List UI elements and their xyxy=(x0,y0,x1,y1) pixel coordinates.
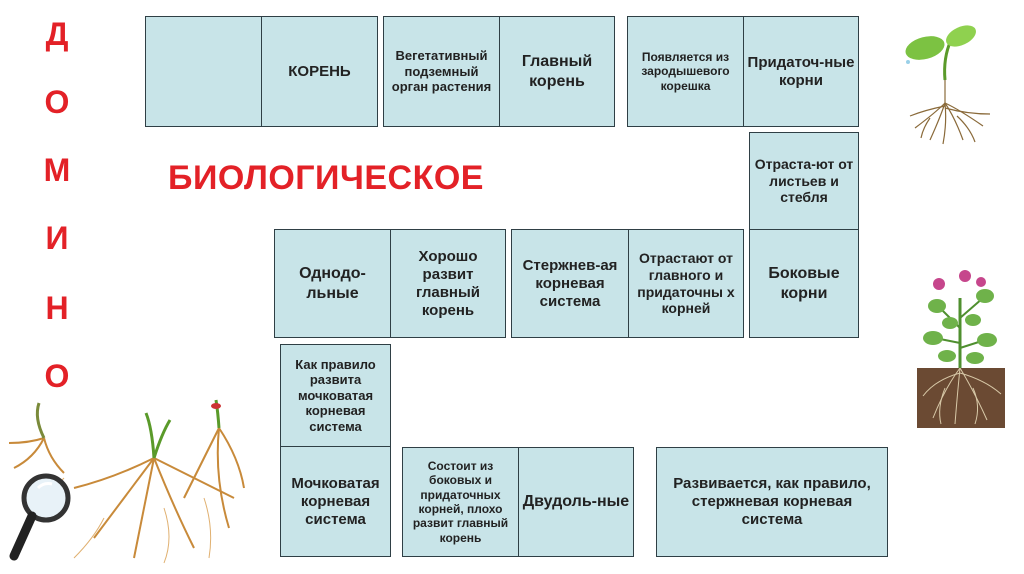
domino-2-half-a[interactable]: Вегетативный подземный орган растения xyxy=(383,16,500,127)
domino-5-half-b[interactable]: Хорошо развит главный корень xyxy=(390,229,506,338)
domino-1-half-a[interactable] xyxy=(145,16,262,127)
domino-4-half-b[interactable]: Боковые корни xyxy=(749,229,859,338)
title-letter-6: О xyxy=(44,358,70,394)
domino-7-half-b[interactable]: Мочковатая корневая система xyxy=(280,446,391,557)
domino-2-half-b[interactable]: Главный корень xyxy=(499,16,615,127)
domino-7-half-a[interactable]: Как правило развита мочковатая корневая система xyxy=(280,344,391,447)
domino-5-half-a[interactable]: Однодо-льные xyxy=(274,229,391,338)
title-letter-2: О xyxy=(44,84,70,120)
title-letter-5: Н xyxy=(45,290,69,326)
domino-6-half-a[interactable]: Стержнев-ая корневая система xyxy=(511,229,629,338)
domino-3-half-a[interactable]: Появляется из зародышевого корешка xyxy=(627,16,744,127)
flowering-plant-icon xyxy=(915,268,1007,432)
page-title: БИОЛОГИЧЕСКОЕ xyxy=(168,159,484,197)
magnifier-icon xyxy=(8,470,78,566)
title-letter-3: М xyxy=(43,152,71,188)
domino-8-half-b[interactable]: Двудоль-ные xyxy=(518,447,634,557)
domino-9-card[interactable]: Развивается, как правило, стержневая корневая система xyxy=(656,447,888,557)
seedling-icon xyxy=(895,18,1005,148)
title-letter-4: И xyxy=(45,220,69,256)
domino-8-half-a[interactable]: Состоит из боковых и придаточных корней, плохо развит главный корень xyxy=(402,447,519,557)
domino-1-half-b[interactable]: КОРЕНЬ xyxy=(261,16,378,127)
domino-4-half-a[interactable]: Отраста-ют от листьев и стебля xyxy=(749,132,859,230)
domino-3-half-b[interactable]: Придаточ-ные корни xyxy=(743,16,859,127)
title-letter-1: Д xyxy=(45,16,69,52)
domino-6-half-b[interactable]: Отрастают от главного и придаточны х корней xyxy=(628,229,744,338)
